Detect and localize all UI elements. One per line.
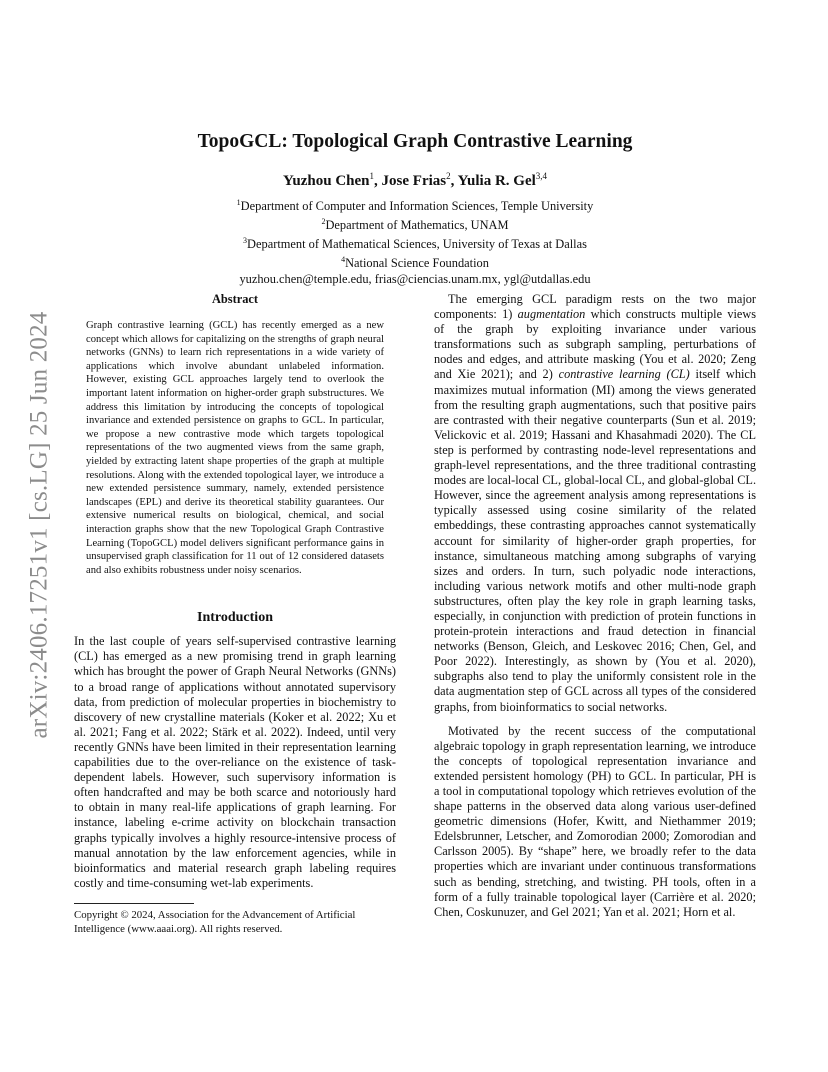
author-name: Jose Frias: [381, 173, 447, 189]
paper-header: [74, 130, 756, 287]
author-list: Yuzhou Chen$^1$, Jose Frias$^2$, Yulia R. Gel$^{3,4}$: [282, 171, 548, 189]
introduction-paragraph: In the last couple of years self-supervised contrastive learning (CL) has emerged as a new promising trend in graph learning which has brought the power of Graph Neural Networks (GNNs) to a broad range of applications without annotated supervisory data, from prediction of molecular properties in biochemistry to discovery of new crystalline materials (Koker et al. 2022; Xu et al. 2021; Fang et al. 2022; Stärk et al. 2022). Indeed, until very recently GNNs have been limited in their representation learning capabilities due to the over-reliance on the existence of task-dependent labels. However, such supervisory information is often handcrafted and may be both scarce and notoriously hard to obtain in many real-life applications of graph learning. For instance, labeling e-crime activity on blockchain transaction graphs typically involves a highly resource-intensive process of manual annotation by the law enforcement agencies, while in bioinformatics and material research graph labeling requires costly and time-consuming wet-lab experiments.: [74, 634, 396, 890]
emphasis-term: contrastive learning (CL): [558, 367, 690, 382]
body-paragraph: The emerging GCL paradigm rests on the two major components: 1) augmentation which constructs multiple views of the graph by exploiting invariance under various transformations such as subgraph sampling, perturbations of nodes and edges, and attribute masking (You et al. 2020; Zeng and Xie 2021); and 2) contrastive learning (CL) itself which maximizes mutual information (MI) among the views generated from the resulting graph augmentations, such that positive pairs are contrasted with their negative counterparts (Sun et al. 2019; Velickovic et al. 2019; Hassani and Khasahmadi 2020). The CL step is performed by contrasting node-level representations and graph-level representations, and the three traditional contrasting modes are local-local CL, global-local CL, and global-global CL. However, since the agreement analysis among representations is typically assessed using cosine similarity of the related embeddings, these contrasting approaches cannot systematically account for similarity of higher-order graph properties, for instance, simultaneous matching among subgraphs of varying sizes and orders. In turn, such polyadic node interactions, including various network motifs and other multi-node graph substructures, often play the key role in graph learning tasks, especially, in conjunction with prediction of protein functions in protein-protein interactions and fraud detection in financial networks (Benson, Gleich, and Leskovec 2016; Chen, Gel, and Poor 2022). Interestingly, as shown by (You et al. 2020), subgraphs also tend to play the uniformly consistent role in the data augmentation step of GCL across all types of the considered graphs, from bioinformatics to social networks.: [434, 292, 757, 714]
abstract-heading: Abstract: [211, 292, 259, 306]
affiliation: $^4$National Science Foundation: [341, 255, 489, 271]
introduction-heading: Introduction: [197, 610, 273, 626]
paper-title: TopoGCL: Topological Graph Contrastive Learning: [197, 131, 633, 152]
right-column: [434, 292, 756, 920]
affiliation: $^1$Department of Computer and Information Sciences, Temple University: [236, 198, 594, 214]
author-affil-mark: 1: [369, 171, 375, 181]
author-affil-mark: 2: [446, 171, 451, 181]
left-column: [74, 292, 396, 936]
emphasis-term: augmentation: [517, 307, 586, 322]
body-paragraph: Motivated by the recent success of the computational algebraic topology in graph representation learning, we introduce the concepts of topological representation invariance and extended persistent homology (PH) to GCL. In particular, PH is a tool in computational topology which retrieves evolution of the shape patterns in the observed data along various user-defined geometric dimensions (Hofer, Kwitt, and Niethammer 2019; Edelsbrunner, Letscher, and Zomorodian 2000; Zomorodian and Carlsson 2005). By “shape” here, we broadly refer to the data properties which are invariant under continuous transformations such as bending, stretching, and twisting. PH tools, often in a form of a fully trainable topological layer (Carrière et al. 2020; Chen, Coskunuzer, and Gel 2021; Yan et al. 2021; Horn et al.: [434, 723, 756, 919]
author-name: Yuzhou Chen: [282, 173, 370, 189]
author-emails: yuzhou.chen@temple.edu, frias@ciencias.unam.mx, ygl@utdallas.edu: [239, 271, 591, 286]
affiliation: $^2$Department of Mathematics, UNAM: [321, 217, 509, 233]
arxiv-stamp: [26, 290, 52, 760]
abstract-text: Graph contrastive learning (GCL) has recently emerged as a new concept which allows for capitalizing on the strengths of graph neural networks (GNNs) to learn rich representations in a wide variety of applications which involve abundant unlabeled information. However, existing GCL approaches largely tend to overlook the important latent information on higher-order graph substructures. We address this limitation by introducing the concepts of topological invariance and extended persistence on graphs to GCL. In particular, we propose a new contrastive mode which targets topological representations of the two augmented views from the same graph, yielded by extracting latent shape properties of the graph at multiple resolutions. Along with the extended topological layer, we introduce a new extended persistence summary, namely, extended persistence landscapes (EPL) and derive its theoretical stability guarantees. Our extensive numerical results on biological, chemical, and social interaction graphs show that the new Topological Graph Contrastive Learning (TopoGCL) model delivers significant performance gains in unsupervised graph classification for 11 out of 12 considered datasets and also exhibits robustness under noisy scenarios.: [86, 320, 384, 576]
affiliation: $^3$Department of Mathematical Sciences, University of Texas at Dallas: [243, 236, 587, 252]
copyright-notice: Copyright © 2024, Association for the Advancement of Artificial Intelligence (www.aaai.org). All rights reserved.: [74, 908, 356, 935]
affiliation-list: [74, 195, 756, 287]
author-affil-mark: 3,4: [535, 171, 548, 181]
arxiv-identifier[interactable]: arXiv:2406.17251v1 [cs.LG] 25 Jun 2024: [25, 311, 52, 739]
footnote-divider: [74, 903, 194, 904]
author-name: Yulia R. Gel: [457, 173, 536, 189]
